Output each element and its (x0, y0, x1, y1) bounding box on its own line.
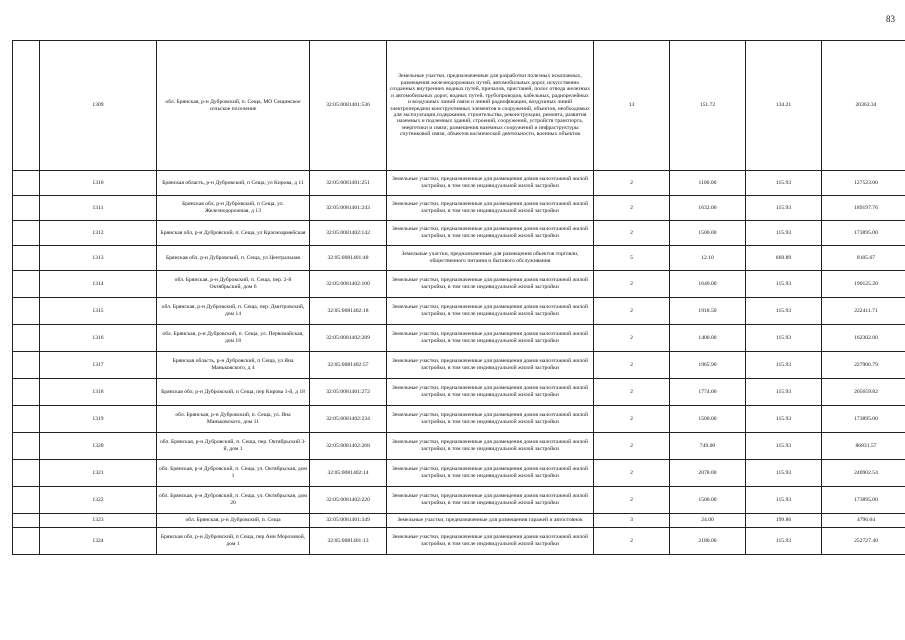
group-code-cell: 2 (594, 460, 670, 487)
table-row (13, 352, 905, 379)
address-cell: Брянская обл, р-н Дубровский, п. Сеща, ул Центральная (157, 246, 310, 271)
empty-cell (13, 171, 40, 196)
empty-cell (13, 379, 40, 406)
table-row (13, 246, 905, 271)
land-use-cell: Земельные участки, предназначенные для размещения домов малоэтажной жилой застройки, в том числе индивидуальной жилой застройки (387, 528, 594, 555)
address-cell: Брянская обл, р-н Дубровский, п Сеща, пер Кирова 1-й, д 18 (157, 379, 310, 406)
row-number: 1320 (40, 433, 157, 460)
area-cell: 1500.00 (670, 221, 746, 246)
area-cell: 24.00 (670, 514, 746, 528)
address-cell: обл. Брянская, р-н Дубровский, п. Сеща, пер. Дмитровский, дом 14 (157, 298, 310, 325)
group-code-cell: 2 (594, 171, 670, 196)
table-row (13, 406, 905, 433)
cadastral-value-cell: 173895.00 (822, 406, 905, 433)
empty-cell (13, 487, 40, 514)
row-number: 1310 (40, 171, 157, 196)
area-cell: 749.00 (670, 433, 746, 460)
address-cell: Брянская обл, р-н Дубровский, п Сеща, пер Анн Морозовой, дом 1 (157, 528, 310, 555)
row-number: 1316 (40, 325, 157, 352)
cadastral-value-cell: 252727.40 (822, 528, 905, 555)
cadastral-number-cell: 32:05:0081401:243 (310, 196, 387, 221)
area-cell: 2180.00 (670, 528, 746, 555)
group-code-cell: 13 (594, 41, 670, 171)
specific-value-cell: 115.93 (746, 460, 822, 487)
cadastral-value-cell: 20362.34 (822, 41, 905, 171)
cadastral-number-cell: 32:05:0081402:100 (310, 271, 387, 298)
address-cell: обл. Брянская, р-н Дубровский, п. Сеща, ул. Яна Маньковского, дом 11 (157, 406, 310, 433)
empty-cell (13, 352, 40, 379)
cadastral-number-cell: 32:05:0081402:14 (310, 460, 387, 487)
land-use-cell: Земельные участки, предназначенные для размещения гаражей и автостоянок (387, 514, 594, 528)
row-number: 1318 (40, 379, 157, 406)
empty-cell (13, 325, 40, 352)
specific-value-cell: 199.86 (746, 514, 822, 528)
area-cell: 1965.90 (670, 352, 746, 379)
specific-value-cell: 115.93 (746, 271, 822, 298)
cadastral-number-cell: 32:05:0081402:57 (310, 352, 387, 379)
cadastral-number-cell: 32:05:0081402:234 (310, 406, 387, 433)
group-code-cell: 2 (594, 271, 670, 298)
row-number: 1315 (40, 298, 157, 325)
cadastral-number-cell: 32:05:0081401:13 (310, 528, 387, 555)
group-code-cell: 5 (594, 246, 670, 271)
group-code-cell: 2 (594, 352, 670, 379)
group-code-cell: 2 (594, 221, 670, 246)
cadastral-value-cell: 173895.00 (822, 221, 905, 246)
cadastral-value-cell: 173895.00 (822, 487, 905, 514)
row-number: 1312 (40, 221, 157, 246)
group-code-cell: 2 (594, 406, 670, 433)
land-use-cell: Земельные участки, предназначенные для размещения домов малоэтажной жилой застройки, в том числе индивидуальной жилой застройки (387, 171, 594, 196)
land-use-cell: Земельные участки, предназначенные для размещения объектов торговли, общественного питания и бытового обслуживания (387, 246, 594, 271)
empty-cell (13, 433, 40, 460)
empty-cell (13, 221, 40, 246)
cadastral-number-cell: 32:05:0081401:536 (310, 41, 387, 171)
cadastral-value-cell: 227906.79 (822, 352, 905, 379)
land-use-cell: Земельные участки, предназначенные для размещения домов малоэтажной жилой застройки, в том числе индивидуальной жилой застройки (387, 325, 594, 352)
area-cell: 1640.00 (670, 271, 746, 298)
empty-cell (13, 514, 40, 528)
group-code-cell: 2 (594, 379, 670, 406)
group-code-cell: 2 (594, 325, 670, 352)
address-cell: обл. Брянская, р-н Дубровский, п. Сеща (157, 514, 310, 528)
table-row (13, 298, 905, 325)
land-use-cell: Земельные участки, предназначенные для разработки полезных ископаемых, размещения железнодорожных путей, автомобильных дорог, искусственно созданных внутренних водных путей, причалов, пристаней, полос отвода железных и автомобильных дорог, водных путей, трубопроводов, кабельных, радиорелейных и воздушных линий связи и линий радиофикации, воздушных линий электропередачи конструктивных элементов и сооружений, объектов, необходимых для эксплуатации,содержания, строительства, реконструкции, ремонта, развития наземных и подземных зданий, строений, сооружений, устройств транспорта, энергетики и связи; размещения наземных сооружений и инфраструктуры спутниковой связи, объектов космической деятельности, военных объектов (387, 41, 594, 171)
address-cell: обл. Брянская, р-н Дубровский, п. Сеща, МО Сещинское сельское поселение (157, 41, 310, 171)
group-code-cell: 2 (594, 298, 670, 325)
row-number: 1311 (40, 196, 157, 221)
empty-cell (13, 528, 40, 555)
area-cell: 1918.50 (670, 298, 746, 325)
cadastral-number-cell: 32:05:0081401:251 (310, 171, 387, 196)
specific-value-cell: 115.93 (746, 298, 822, 325)
address-cell: обл. Брянская, р-н Дубровский, п. Сеща, пер. 2-й Октябрьский, дом 6 (157, 271, 310, 298)
specific-value-cell: 115.93 (746, 171, 822, 196)
row-number: 1314 (40, 271, 157, 298)
specific-value-cell: 134.21 (746, 41, 822, 171)
specific-value-cell: 115.93 (746, 352, 822, 379)
table-row (13, 433, 905, 460)
specific-value-cell: 115.93 (746, 221, 822, 246)
specific-value-cell: 669.89 (746, 246, 822, 271)
specific-value-cell: 115.93 (746, 433, 822, 460)
land-use-cell: Земельные участки, предназначенные для размещения домов малоэтажной жилой застройки, в том числе индивидуальной жилой застройки (387, 196, 594, 221)
row-number: 1313 (40, 246, 157, 271)
area-cell: 12.10 (670, 246, 746, 271)
cadastral-number-cell: 32:05:0081402:289 (310, 325, 387, 352)
row-number: 1317 (40, 352, 157, 379)
land-use-cell: Земельные участки, предназначенные для размещения домов малоэтажной жилой застройки, в том числе индивидуальной жилой застройки (387, 379, 594, 406)
group-code-cell: 3 (594, 514, 670, 528)
table-row (13, 487, 905, 514)
row-number: 1319 (40, 406, 157, 433)
table-row (13, 460, 905, 487)
table-row (13, 41, 905, 171)
land-cadastral-table (12, 40, 905, 555)
page-number: 83 (886, 14, 895, 24)
land-use-cell: Земельные участки, предназначенные для размещения домов малоэтажной жилой застройки, в том числе индивидуальной жилой застройки (387, 271, 594, 298)
land-use-cell: Земельные участки, предназначенные для размещения домов малоэтажной жилой застройки, в том числе индивидуальной жилой застройки (387, 221, 594, 246)
address-cell: обл. Брянская, р-н Дубровский, п. Сеща, ул. Октябрьская, дом 20 (157, 487, 310, 514)
table-row (13, 379, 905, 406)
specific-value-cell: 115.93 (746, 325, 822, 352)
cadastral-value-cell: 190125.20 (822, 271, 905, 298)
cadastral-number-cell: 32:05:0081402:268 (310, 433, 387, 460)
area-cell: 1400.00 (670, 325, 746, 352)
area-cell: 2078.00 (670, 460, 746, 487)
row-number: 1324 (40, 528, 157, 555)
table-row (13, 325, 905, 352)
area-cell: 1500.00 (670, 487, 746, 514)
address-cell: Брянская область, р-н Дубровский, п Сеща, ул Яна Маньковского, д 4 (157, 352, 310, 379)
empty-cell (13, 41, 40, 171)
group-code-cell: 2 (594, 528, 670, 555)
cadastral-value-cell: 86831.57 (822, 433, 905, 460)
land-use-cell: Земельные участки, предназначенные для размещения домов малоэтажной жилой застройки, в том числе индивидуальной жилой застройки (387, 487, 594, 514)
empty-cell (13, 196, 40, 221)
cadastral-number-cell: 32:05:0081401:272 (310, 379, 387, 406)
area-cell: 1632.00 (670, 196, 746, 221)
address-cell: обл. Брянская, р-н Дубровский, п. Сеща, ул. Октябрьская, дом 1 (157, 460, 310, 487)
specific-value-cell: 115.93 (746, 406, 822, 433)
land-use-cell: Земельные участки, предназначенные для размещения домов малоэтажной жилой застройки, в том числе индивидуальной жилой застройки (387, 460, 594, 487)
specific-value-cell: 115.93 (746, 487, 822, 514)
cadastral-number-cell: 32:05:0081402:18 (310, 298, 387, 325)
address-cell: Брянская область, р-н Дубровский, п Сеща, ул Кирова, д 11 (157, 171, 310, 196)
table-row (13, 171, 905, 196)
cadastral-value-cell: 127523.00 (822, 171, 905, 196)
empty-cell (13, 246, 40, 271)
row-number: 1323 (40, 514, 157, 528)
cadastral-value-cell: 222411.71 (822, 298, 905, 325)
table-row (13, 221, 905, 246)
group-code-cell: 2 (594, 487, 670, 514)
land-use-cell: Земельные участки, предназначенные для размещения домов малоэтажной жилой застройки, в том числе индивидуальной жилой застройки (387, 298, 594, 325)
empty-cell (13, 460, 40, 487)
table-row (13, 528, 905, 555)
specific-value-cell: 115.93 (746, 196, 822, 221)
address-cell: Брянская обл, р-н Дубровский, п. Сеща, ул Красноармейская (157, 221, 310, 246)
specific-value-cell: 115.93 (746, 379, 822, 406)
table-row (13, 196, 905, 221)
table-row (13, 271, 905, 298)
area-cell: 1774.00 (670, 379, 746, 406)
empty-cell (13, 406, 40, 433)
row-number: 1322 (40, 487, 157, 514)
group-code-cell: 2 (594, 433, 670, 460)
address-cell: обл. Брянская, р-н Дубровский, п. Сеща, пер. Октябрьский 3-й, дом 1 (157, 433, 310, 460)
land-use-cell: Земельные участки, предназначенные для размещения домов малоэтажной жилой застройки, в том числе индивидуальной жилой застройки (387, 433, 594, 460)
cadastral-value-cell: 8105.67 (822, 246, 905, 271)
group-code-cell: 2 (594, 196, 670, 221)
cadastral-value-cell: 189197.76 (822, 196, 905, 221)
cadastral-number-cell: 32:05:0081401:349 (310, 514, 387, 528)
row-number: 1321 (40, 460, 157, 487)
area-cell: 1100.00 (670, 171, 746, 196)
cadastral-number-cell: 32:05:0081402:142 (310, 221, 387, 246)
area-cell: 1500.00 (670, 406, 746, 433)
cadastral-value-cell: 162302.00 (822, 325, 905, 352)
address-cell: Брянская обл, р-н Дубровский, п Сеща, ул. Железнодорожная, д 13 (157, 196, 310, 221)
empty-cell (13, 298, 40, 325)
cadastral-value-cell: 205659.82 (822, 379, 905, 406)
cadastral-value-cell: 240902.54 (822, 460, 905, 487)
land-use-cell: Земельные участки, предназначенные для размещения домов малоэтажной жилой застройки, в том числе индивидуальной жилой застройки (387, 352, 594, 379)
address-cell: обл. Брянская, р-н Дубровский, п. Сеща, ул. Первомайская, дом 18 (157, 325, 310, 352)
cadastral-value-cell: 4796.64 (822, 514, 905, 528)
area-cell: 151.72 (670, 41, 746, 171)
table-row (13, 514, 905, 528)
row-number: 1309 (40, 41, 157, 171)
land-use-cell: Земельные участки, предназначенные для размещения домов малоэтажной жилой застройки, в том числе индивидуальной жилой застройки (387, 406, 594, 433)
empty-cell (13, 271, 40, 298)
specific-value-cell: 115.93 (746, 528, 822, 555)
cadastral-number-cell: 32:05:0081402:220 (310, 487, 387, 514)
cadastral-number-cell: 32:05:0081401:48 (310, 246, 387, 271)
